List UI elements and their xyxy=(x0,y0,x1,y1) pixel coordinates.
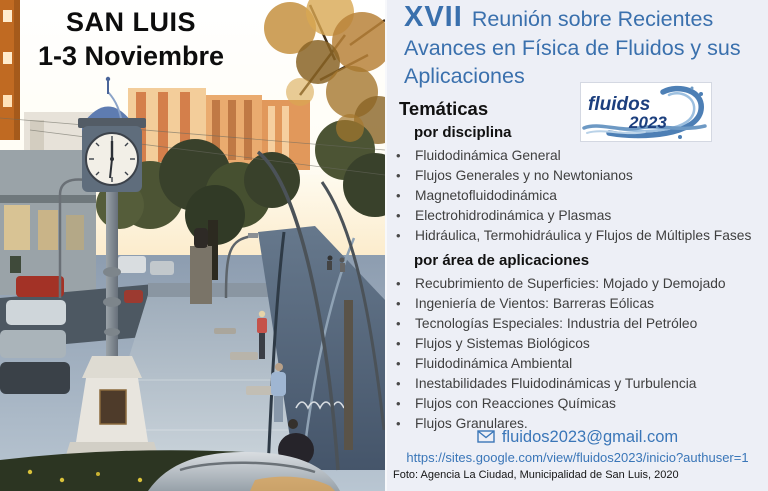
section-heading-disciplina: por disciplina xyxy=(414,124,512,141)
contact-block xyxy=(387,428,768,465)
topic-item: • Flujos con Reacciones Químicas xyxy=(387,394,768,414)
event-number: XVII xyxy=(404,1,463,33)
topic-item: • Electrohidrodinámica y Plasmas xyxy=(387,206,768,226)
topic-item: • Ingeniería de Vientos: Barreras Eólicas xyxy=(387,294,768,314)
topic-item: • Flujos y Sistemas Biológicos xyxy=(387,334,768,354)
disciplina-list xyxy=(387,146,768,246)
aplicaciones-list xyxy=(387,274,768,434)
event-dates: 1-3 Noviembre xyxy=(37,41,225,71)
topic-item: • Hidráulica, Termohidráulica y Flujos de Múltiples Fases xyxy=(387,226,768,246)
photo-header xyxy=(16,5,246,73)
section-heading-aplicaciones: por área de aplicaciones xyxy=(414,252,590,269)
logo-word-2023: 2023 xyxy=(629,113,667,132)
topics-content xyxy=(387,98,768,434)
event-title xyxy=(404,3,760,91)
street-shops xyxy=(0,150,96,295)
envelope-icon xyxy=(477,430,495,443)
event-title-text: Reunión sobre Recientes Avances en Física de Fluidos y sus Aplicaciones xyxy=(404,7,741,88)
topic-item: • Fluidodinámica Ambiental xyxy=(387,354,768,374)
email-link[interactable]: fluidos2023@gmail.com xyxy=(501,428,679,446)
right-panel xyxy=(385,0,768,491)
website-link[interactable]: https://sites.google.com/view/fluidos2023/inicio?authuser=1 xyxy=(406,450,749,465)
logo-word-fluidos: fluidos xyxy=(588,94,651,115)
location-title: SAN LUIS xyxy=(65,7,196,37)
topic-item: • Magnetofluidodinámica xyxy=(387,186,768,206)
topic-item: • Tecnologías Especiales: Industria del Petróleo xyxy=(387,314,768,334)
topic-item: • Fluidodinámica General xyxy=(387,146,768,166)
topic-item: • Recubrimiento de Superficies: Mojado y Demojado xyxy=(387,274,768,294)
photo-credit: Foto: Agencia La Ciudad, Municipalidad de San Luis, 2020 xyxy=(393,469,679,481)
topic-item: • Inestabilidades Fluidodinámicas y Turbulencia xyxy=(387,374,768,394)
tematicas-heading: Temáticas xyxy=(399,98,489,119)
topic-item: • Flujos Granulares. xyxy=(387,414,768,434)
email-row xyxy=(387,428,768,447)
topic-item: • Flujos Generales y no Newtonianos xyxy=(387,166,768,186)
